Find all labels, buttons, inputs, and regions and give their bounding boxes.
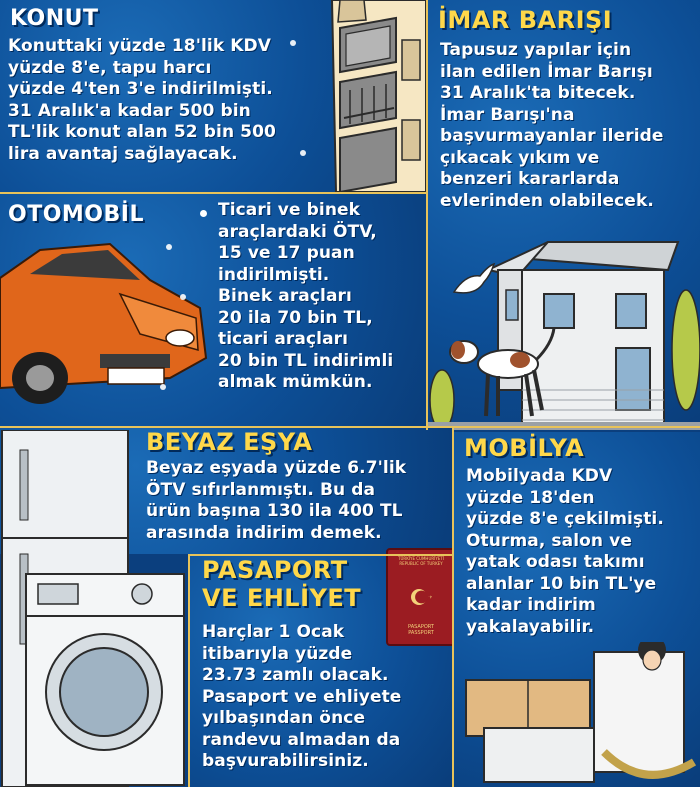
car-illustration [0,238,210,408]
konut-title: KONUT [10,6,99,31]
bullet-dot [200,210,207,217]
beyaz-esya-text: Beyaz eşyada yüzde 6.7'lik ÖTV sıfırlanmıştı. Bu da ürün başına 130 ila 400 TL arasında indirim demek. [146,458,407,543]
snow-dot [180,294,186,300]
apartment-building-illustration [310,0,426,192]
crescent-star-icon [410,586,434,608]
mobilya-text: Mobilyada KDV yüzde 18'den yüzde 8'e çekilmişti. Oturma, salon ve yatak odası takımı alanlar 10 bin TL'ye kadar indirim yakalayabilir. [466,466,664,637]
snow-dot [166,244,172,250]
passport-cover-bottom: PASAPORT PASSPORT [408,624,434,636]
imar-text: Tapusuz yapılar için ilan edilen İmar Barışı 31 Aralık'ta bitecek. İmar Barışı'na başvurmayanlar ileride çıkacak yıkım ve benzeri kararlarda evlerinden olabilecek. [440,40,664,211]
panel-mobilya [454,432,700,787]
passport-cover-top: TÜRKİYE CUMHURİYETİ REPUBLIC OF TURKEY [398,556,444,566]
pasaport-title-line2: VE EHLİYET [202,584,362,612]
beyaz-esya-title: BEYAZ EŞYA [146,428,313,456]
pasaport-title-line1: PASAPORT [202,556,348,584]
pasaport-text: Harçlar 1 Ocak itibarıyla yüzde 23.73 zamlı olacak. Pasaport ve ehliyete yılbaşından önce randevu almadan da başvurabilirsiniz. [202,622,402,771]
snow-dot [160,384,166,390]
panel-konut [0,0,426,192]
passport-book [386,548,456,646]
dove-icon [450,262,496,302]
imar-title: İMAR BARIŞI [438,6,613,34]
divider [188,554,452,556]
divider [0,426,700,428]
divider [0,192,426,194]
furniture-illustration [454,642,700,787]
otomobil-text: Ticari ve binek araçlardaki ÖTV, 15 ve 17 puan indirilmişti. Binek araçları 20 ila 70 bin TL, ticari araçları 20 bin TL indirimli almak mümkün. [218,200,394,392]
washing-machine-illustration [24,572,186,787]
panel-otomobil [0,194,426,426]
divider [426,0,428,430]
konut-text: Konuttaki yüzde 18'lik KDV yüzde 8'e, tapu harcı yüzde 4'ten 3'e indirilmişti. 31 Aralık'a kadar 500 bin TL'lik konut alan 52 bin 500 lira avantaj sağlayacak. [8,36,276,164]
divider [452,428,454,787]
otomobil-title: OTOMOBİL [8,202,144,227]
panel-imar-barisi [428,0,700,430]
divider [188,554,190,787]
mobilya-title: MOBİLYA [464,434,585,462]
